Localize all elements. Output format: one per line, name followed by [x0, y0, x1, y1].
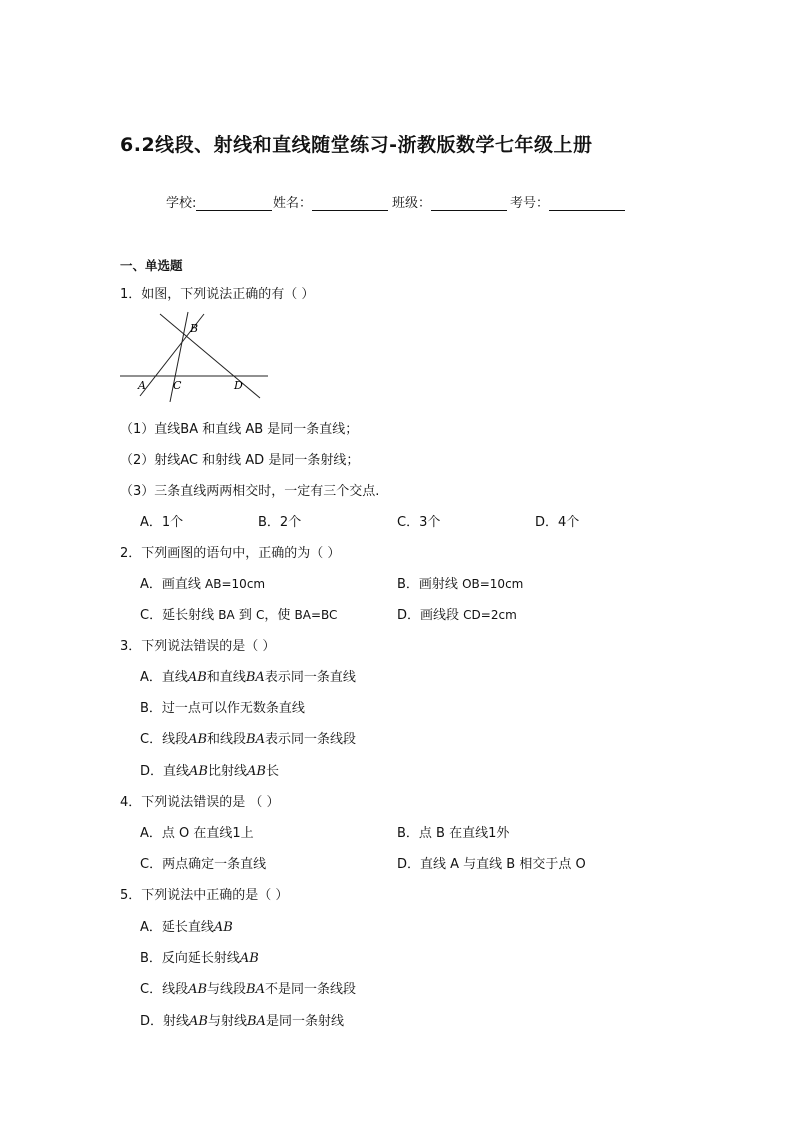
q2-c-mid2: ，使 [264, 608, 291, 623]
q5-option-a[interactable] [140, 916, 233, 935]
exam-no-field [510, 192, 625, 211]
q5-option-d[interactable] [140, 1010, 344, 1029]
q1-option-c[interactable]: C．3个 [397, 515, 441, 530]
q3-c-text1: C．线段 [140, 732, 189, 747]
q4-option-b[interactable]: B．点 B 在直线1外 [397, 826, 510, 841]
q3-c-text3: 表示同一条线段 [265, 732, 357, 747]
label-b: B [190, 322, 199, 335]
q4-stem: 4．下列说法错误的是 （ ） [120, 795, 280, 810]
q2-d-text: D．画线段 [397, 608, 460, 623]
q5-a-var: AB [213, 920, 233, 935]
q5-d-text3: 是同一条射线 [265, 1014, 344, 1029]
q5-d-text1: D．射线 [140, 1014, 190, 1029]
q1-geometry-figure [118, 310, 270, 402]
class-label: 班级： [392, 196, 432, 211]
q4-option-d[interactable]: D．直线 A 与直线 B 相交于点 O [397, 857, 586, 872]
class-field [392, 192, 507, 211]
q2-b-text: B．画射线 [397, 577, 458, 592]
q4-option-a[interactable]: A．点 O 在直线1上 [140, 826, 254, 841]
q2-c-value3: BA=BC [294, 608, 338, 622]
name-blank[interactable] [312, 196, 388, 211]
q2-c-value2: C [255, 608, 265, 622]
q2-c-text: C．延长射线 [140, 608, 215, 623]
label-d: D [234, 379, 243, 392]
q2-c-mid: 到 [238, 608, 252, 623]
q3-option-c[interactable] [140, 728, 356, 747]
q2-a-text: A．画直线 [140, 577, 201, 592]
q5-b-text: B．反向延长射线 [140, 951, 240, 966]
q5-c-text3: 不是同一条线段 [265, 982, 357, 997]
exam-no-label: 考号： [510, 196, 550, 211]
q1-option-d[interactable]: D．4个 [535, 515, 580, 530]
q2-option-a[interactable] [140, 573, 265, 592]
q2-d-value: CD=2cm [463, 608, 517, 622]
q3-option-a[interactable] [140, 666, 356, 685]
q1-stem: 1．如图，下列说法正确的有（ ） [120, 287, 315, 302]
q3-a-text2: 和直线 [206, 670, 246, 685]
q3-c-text2: 和线段 [207, 732, 247, 747]
page-title: 6.2线段、射线和直线随堂练习-浙教版数学七年级上册 [120, 134, 593, 156]
q2-a-value: AB=10cm [205, 577, 266, 591]
q3-a-var1: AB [187, 670, 207, 685]
q5-c-var1: AB [188, 982, 208, 997]
section-heading: 一、单选题 [120, 258, 183, 273]
q2-option-b[interactable] [397, 573, 523, 592]
q1-statement-1: （1）直线BA 和直线 AB 是同一条直线； [120, 422, 359, 437]
q5-option-b[interactable] [140, 947, 259, 966]
name-field [273, 192, 388, 211]
q1-statement-2: （2）射线AC 和射线 AD 是同一条射线； [120, 453, 360, 468]
q5-d-var1: AB [189, 1014, 208, 1029]
q5-stem: 5．下列说法中正确的是（ ） [120, 888, 289, 903]
school-label: 学校: [166, 196, 197, 211]
q1-statement-3: （3）三条直线两两相交时，一定有三个交点. [120, 484, 380, 499]
q5-c-text2: 与线段 [207, 982, 247, 997]
q4-option-c[interactable]: C．两点确定一条直线 [140, 857, 267, 872]
q5-d-text2: 与射线 [207, 1014, 247, 1029]
q2-b-value: OB=10cm [462, 577, 524, 591]
q2-option-c[interactable] [140, 604, 337, 623]
q5-c-var2: BA [246, 982, 265, 997]
q5-d-var2: BA [246, 1014, 266, 1029]
q3-d-var1: AB [189, 764, 208, 779]
school-blank[interactable] [196, 196, 272, 211]
q3-d-text3: 长 [265, 764, 279, 779]
label-a: A [138, 379, 146, 392]
name-label: 姓名： [273, 196, 313, 211]
class-blank[interactable] [431, 196, 507, 211]
q3-c-var2: BA [246, 732, 265, 747]
q3-d-text1: D．直线 [140, 764, 190, 779]
q5-a-text: A．延长直线 [140, 920, 214, 935]
label-c: C [173, 379, 182, 392]
q3-d-var2: AB [246, 764, 266, 779]
q3-a-text1: A．直线 [140, 670, 188, 685]
q5-c-text1: C．线段 [140, 982, 189, 997]
q1-option-b[interactable]: B．2个 [258, 515, 302, 530]
school-field [166, 192, 272, 211]
exam-no-blank[interactable] [549, 196, 625, 211]
q3-stem: 3．下列说法错误的是（ ） [120, 639, 276, 654]
q5-option-c[interactable] [140, 978, 356, 997]
q3-option-d[interactable] [140, 760, 279, 779]
q2-c-value1: BA [218, 608, 235, 622]
q5-b-var: AB [239, 951, 259, 966]
q3-c-var1: AB [188, 732, 208, 747]
q2-option-d[interactable] [397, 604, 517, 623]
q3-d-text2: 比射线 [207, 764, 247, 779]
q3-option-b[interactable]: B．过一点可以作无数条直线 [140, 701, 305, 716]
q3-a-text3: 表示同一条直线 [264, 670, 356, 685]
q2-stem: 2．下列画图的语句中，正确的为（ ） [120, 546, 341, 561]
q1-option-a[interactable]: A．1个 [140, 515, 184, 530]
q3-a-var2: BA [245, 670, 265, 685]
